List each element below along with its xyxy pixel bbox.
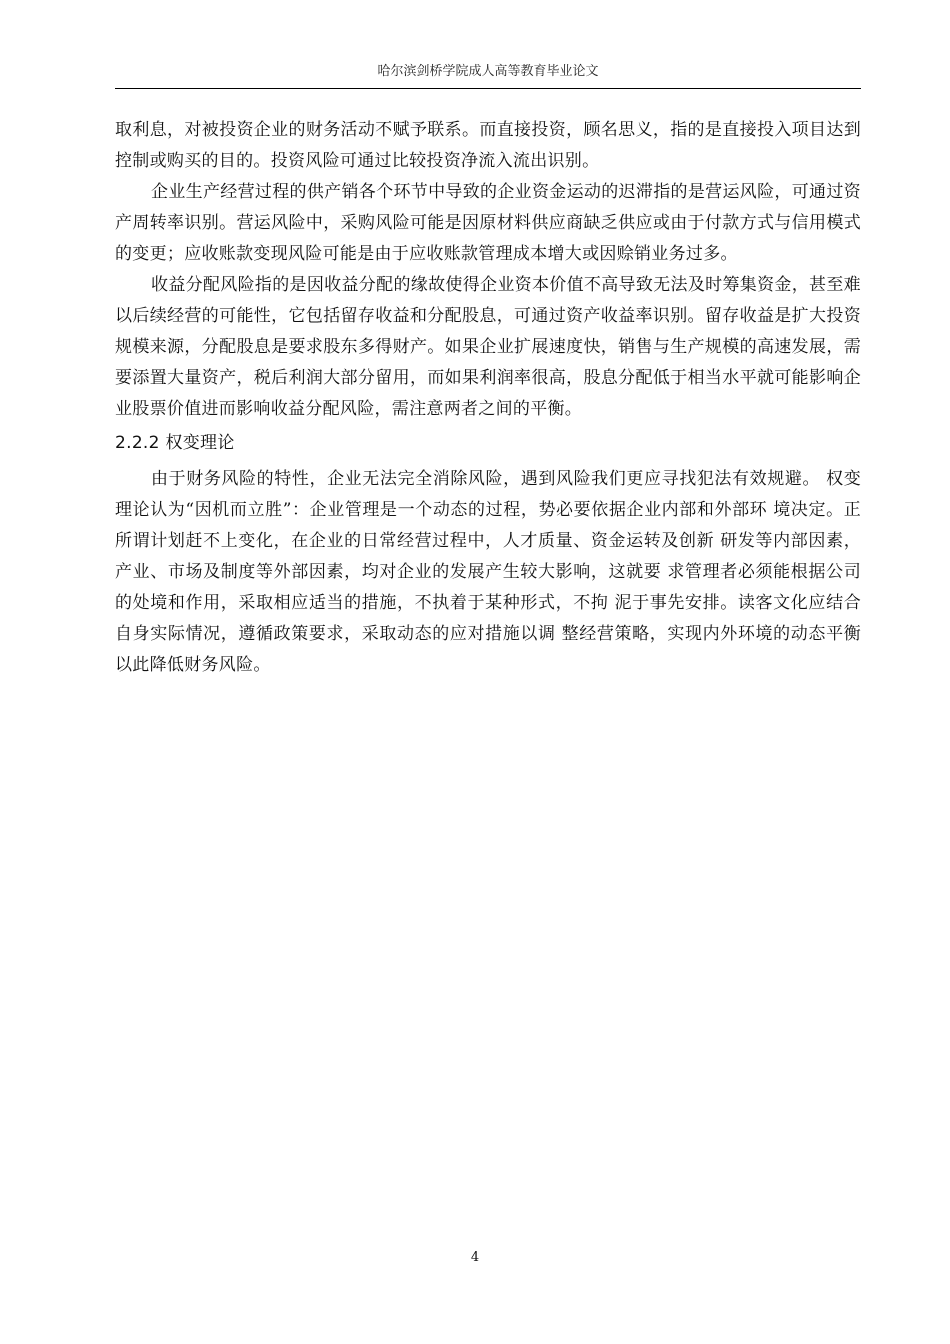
page-header <box>115 62 861 89</box>
body-paragraph: 企业生产经营过程的供产销各个环节中导致的企业资金运动的迟滞指的是营运风险，可通过资产周转率识别。营运风险中，采购风险可能是因原材料供应商缺乏供应或由于付款方式与信用模式的变更；应收账款变现风险可能是由于应收账款管理成本增大或因赊销业务过多。 <box>115 182 861 264</box>
section-paragraph: 由于财务风险的特性，企业无法完全消除风险，遇到风险我们更应寻找犯法有效规避。 权变理论认为“因机而立胜”：企业管理是一个动态的过程，势必要依据企业内部和外部环 境决定。正所谓计划赶不上变化，在企业的日常经营过程中，人才质量、资金运转及创新 研发等内部因素，产业、市场及制度等外部因素，均对企业的发展产生较大影响，这就要 求管理者必须能根据公司的处境和作用，采取相应适当的措施，不执着于某种形式，不拘 泥于事先安排。读客文化应结合自身实际情况，遵循政策要求，采取动态的应对措施以调 整经营策略，实现内外环境的动态平衡以此降低财务风险。 <box>115 469 861 675</box>
page-number: 4 <box>470 1250 480 1265</box>
document-body <box>115 115 861 681</box>
body-paragraph: 取利息，对被投资企业的财务活动不赋予联系。而直接投资，顾名思义，指的是直接投入项目达到控制或购买的目的。投资风险可通过比较投资净流入流出识别。 <box>115 120 861 171</box>
body-paragraph: 收益分配风险指的是因收益分配的缘故使得企业资本价值不高导致无法及时筹集资金，甚至难以后续经营的可能性，它包括留存收益和分配股息，可通过资产收益率识别。留存收益是扩大投资规模来源，分配股息是要求股东多得财产。如果企业扩展速度快，销售与生产规模的高速发展，需要添置大量资产，税后利润大部分留用，而如果利润率很高，股息分配低于相当水平就可能影响企业股票价值进而影响收益分配风险，需注意两者之间的平衡。 <box>115 275 861 419</box>
header-title: 哈尔滨剑桥学院成人高等教育毕业论文 <box>377 64 599 79</box>
section-heading: 2.2.2 权变理论 <box>115 433 235 453</box>
